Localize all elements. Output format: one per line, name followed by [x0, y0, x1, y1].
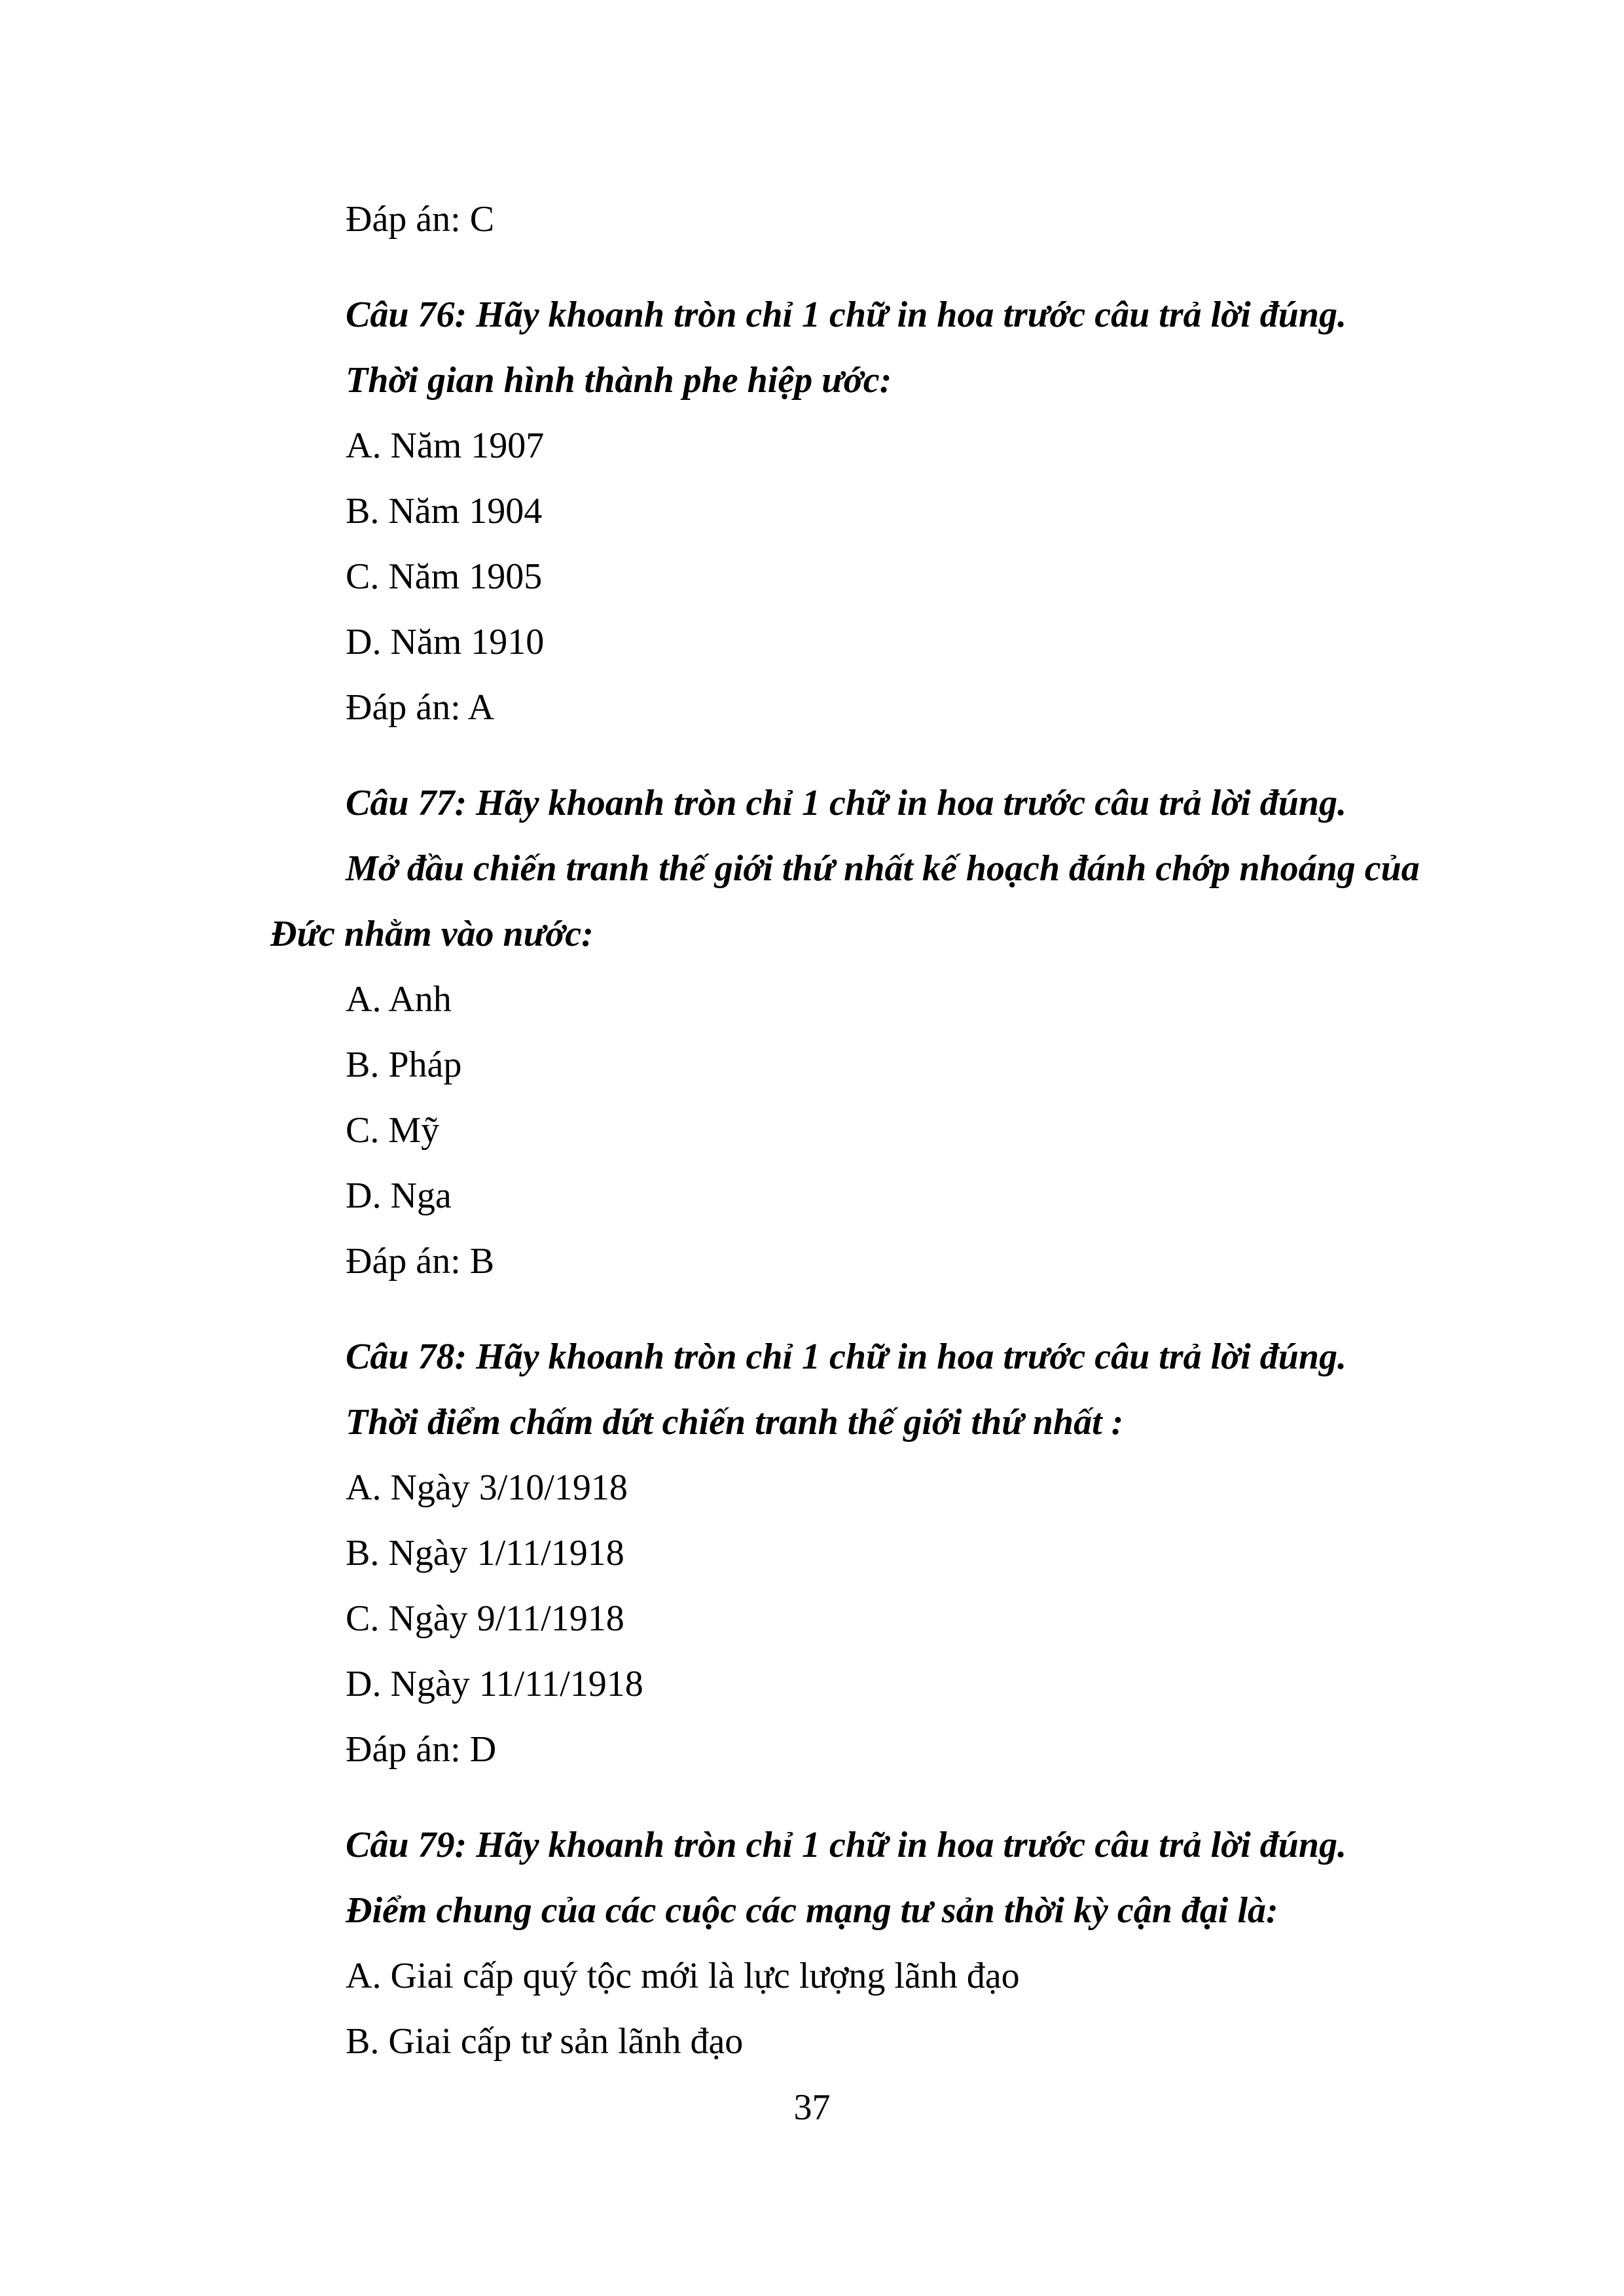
answer-option: C. Năm 1905: [346, 556, 543, 597]
question-prompt: Thời gian hình thành phe hiệp ước:: [346, 360, 892, 401]
answer-line: Đáp án: D: [346, 1729, 497, 1770]
answer-option: A. Năm 1907: [346, 425, 545, 466]
question-header: Câu 76: Hãy khoanh tròn chỉ 1 chữ in hoa trước câu trả lời đúng.: [346, 295, 1347, 335]
question-prompt: Thời điểm chấm dứt chiến tranh thế giới thứ nhất :: [346, 1402, 1124, 1443]
answer-line: Đáp án: A: [346, 687, 495, 728]
question-prompt: Điểm chung của các cuộc các mạng tư sản thời kỳ cận đại là:: [346, 1890, 1278, 1931]
answer-option: C. Ngày 9/11/1918: [346, 1598, 624, 1639]
question-header: Câu 78: Hãy khoanh tròn chỉ 1 chữ in hoa trước câu trả lời đúng.: [346, 1336, 1347, 1377]
answer-option: B. Ngày 1/11/1918: [346, 1533, 624, 1573]
answer-line: Đáp án: C: [346, 199, 495, 240]
answer-option: B. Pháp: [346, 1045, 462, 1085]
answer-option: B. Giai cấp tư sản lãnh đạo: [346, 2021, 744, 2062]
answer-option: B. Năm 1904: [346, 491, 543, 531]
question-header: Câu 79: Hãy khoanh tròn chỉ 1 chữ in hoa trước câu trả lời đúng.: [346, 1825, 1347, 1865]
answer-line: Đáp án: B: [346, 1241, 495, 1282]
question-prompt: Mở đầu chiến tranh thế giới thứ nhất kế hoạch đánh chớp nhoáng của: [346, 848, 1420, 889]
answer-option: D. Năm 1910: [346, 622, 545, 662]
question-prompt-continuation: Đức nhằm vào nước:: [270, 914, 594, 954]
answer-option: C. Mỹ: [346, 1110, 440, 1151]
answer-option: D. Nga: [346, 1175, 452, 1216]
question-header: Câu 77: Hãy khoanh tròn chỉ 1 chữ in hoa trước câu trả lời đúng.: [346, 783, 1347, 823]
answer-option: A. Anh: [346, 979, 452, 1020]
answer-option: A. Giai cấp quý tộc mới là lực lượng lãnh đạo: [346, 1956, 1020, 1996]
answer-option: D. Ngày 11/11/1918: [346, 1664, 643, 1704]
answer-option: A. Ngày 3/10/1918: [346, 1467, 628, 1508]
page-number: 37: [793, 2087, 831, 2128]
